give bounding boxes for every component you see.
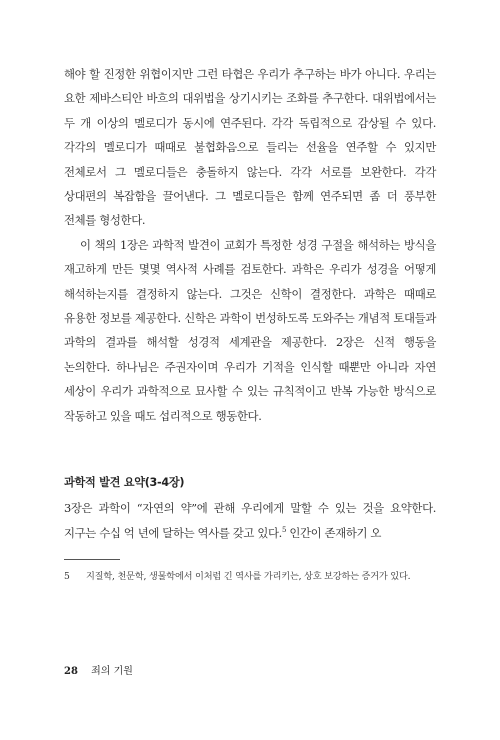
body-paragraph-2: 이 책의 1장은 과학적 발견이 교회가 특정한 성경 구절을 해석하는 방식을 재고하게 만든 몇몇 역사적 사례를 검토한다. 과학은 우리가 성경을 어떻게 해석하는지를 결정하지 않는다. 그것은 신학이 결정한다. 과학은 때때로 유용한 정보를 제공한다. 신학은 과학이 번성하도록 도와주는 개념적 토대들과 과학의 결과를 해석할 성경적 세계관을 제공한다. 2장은 신적 행동을 논의한다. 하나님은 주권자이며 우리가 기적을 인식할 때뿐만 아니라 자연 세상이 우리가 과학적으로 묘사할 수 있는 규칙적이고 반복 가능한 방식으로 작동하고 있을 때도 섭리적으로 행동한다. [64,237,436,423]
page-number: 28 [64,666,78,677]
footnote-divider [64,559,120,560]
footnote-reference: 5 [281,525,287,534]
footnote-number: 5 [64,570,70,582]
footnote [64,570,436,584]
body-paragraph-1: 해야 할 진정한 위협이지만 그런 타협은 우리가 추구하는 바가 아니다. 우리는 요한 제바스티안 바흐의 대위법을 상기시키는 조화를 추구한다. 대위법에서는 두 개 이상의 멜로디가 동시에 연주된다. 각각 독립적으로 감상될 수 있다. 각각의 멜로디가 때때로 불협화음으로 들리는 선율을 연주할 수 있지만 전체로서 그 멜로디들은 충돌하지 않는다. 각각 서로를 보완한다. 각각 상대편의 복잡함을 끌어낸다. 그 멜로디들은 함께 연주되면 좀 더 풍부한 전체를 형성한다. [64,67,436,228]
footnote-text: 지질학, 천문학, 생물학에서 이처럼 긴 역사를 가리키는, 상호 보강하는 증거가 있다. [86,570,411,582]
body-paragraph-3 [64,496,436,545]
page-body [64,62,436,584]
running-title: 죄의 기원 [91,666,133,677]
body-paragraph-3-text: 3장은 과학이 “자연의 약”에 관해 우리에게 말할 수 있는 것을 요약한다. 지구는 수십 억 년에 달하는 역사를 갖고 있다. [64,501,436,540]
body-paragraph-3-tail: 인간이 존재하기 오 [286,525,382,540]
page-footer [64,662,133,677]
section-heading: 과학적 발견 요약(3-4장) [64,476,185,490]
